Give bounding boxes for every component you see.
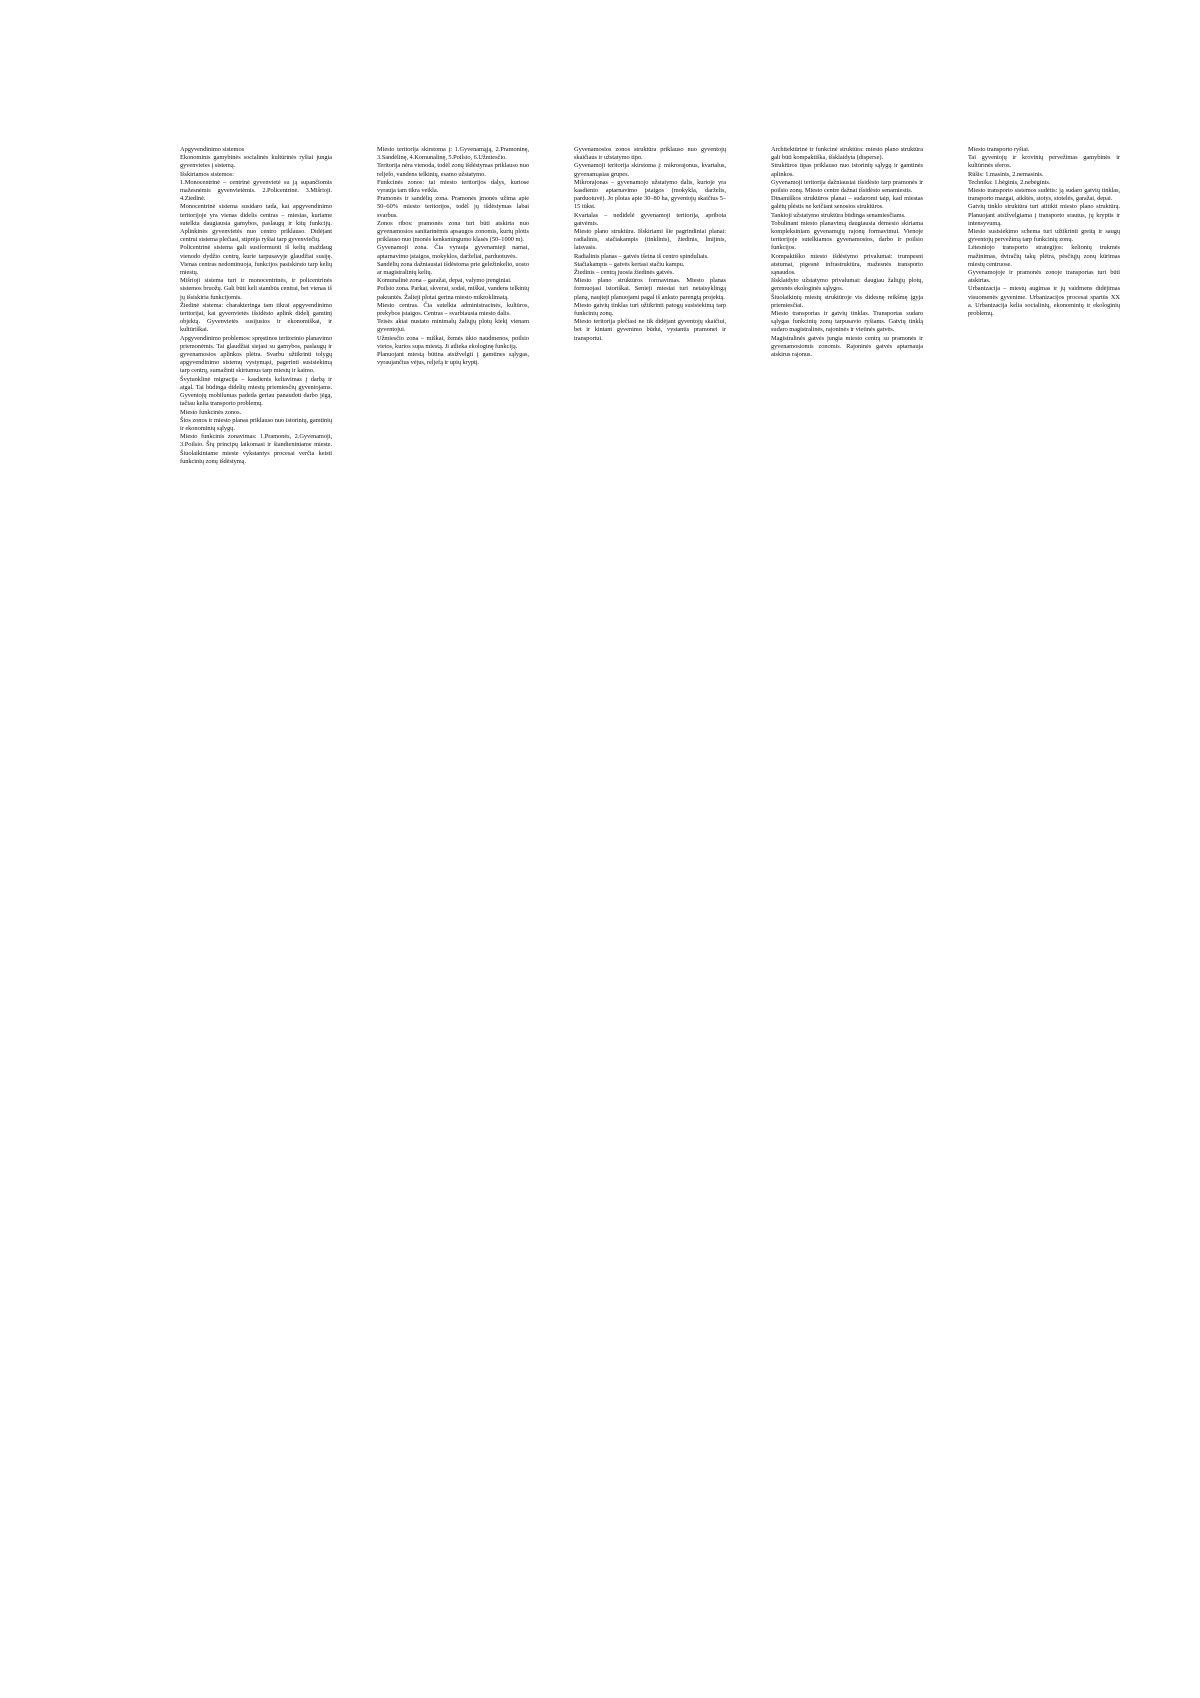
paragraph: Miesto teritorija skirstoma į: 1.Gyvenamąją, 2.Pramoninę, 3.Sandėlinę, 4.Komunalinę, 5.Poilsio, 6.Užmiesčio. (377, 146, 529, 162)
text-column-1 (180, 146, 332, 466)
paragraph: Užmiesčio zona – miškai, žemės ūkio naudmenos, poilsio vietos, kurios supa miestą. Ji atlieka ekologinę funkciją. (377, 334, 529, 350)
paragraph: Gyvenamojoje ir pramonės zonoje transportas turi būti atskirtas. (968, 269, 1120, 285)
paragraph: Miesto transportas ir gatvių tinklas. Transportas sudaro sąlygas funkcinių zonų tarpusavio ryšiams. Gatvių tinklą sudaro magistralinės, rajoninės ir vietinės gatvės. (771, 310, 923, 334)
text-column-2 (377, 146, 529, 367)
paragraph: Komunalinė zona – garažai, depai, valymo įrenginiai. (377, 277, 512, 285)
paragraph: Gyvenamosios zonos struktūra priklauso nuo gyventojų skaičiaus ir užstatymo tipo. (574, 146, 726, 162)
paragraph: Miesto centras. Čia sutelkta administracinės, kultūros, prekybos įstaigos. Centras – svarbiausia miesto dalis. (377, 301, 529, 318)
paragraph: Miesto funkcinės zonos. (180, 408, 242, 416)
paragraph: Policentrinė sistema gali susiformuoti iš kelių maždaug vienodo dydžio centrų, kurie tarpusavyje glaudžiai susiję. Vienas centras nedominuoja, funkcijos pasiskirsto tarp kelių miestų. (180, 244, 332, 277)
paragraph: Miesto transporto sistemos sudėtis: ją sudaro gatvių tinklas, transporto mazgai, aikštės, stotys, stotelės, garažai, depai. (968, 187, 1120, 203)
paragraph: Sandėlių zona dažniausiai išdėstoma prie geležinkelio, uosto ar magistralinių kelių. (377, 260, 529, 277)
paragraph: Dinamiškos struktūros planai – sudaromi taip, kad miestas galėtų plėstis ne keičiant senosios struktūros. (771, 195, 923, 211)
paragraph: Miesto plano struktūra. Išskiriami šie pagrindiniai planai: radialinis, stačiakampis (tinklinis), žiedinis, linijinis, laisvasis. (574, 228, 726, 252)
paragraph: Išsklaidyto užstatymo privalumai: daugiau žaliųjų plotų, geresnės ekologinės sąlygos. (771, 277, 923, 293)
paragraph: Funkcinės zonos: tai miesto teritorijos dalys, kuriose vyrauja tam tikra veikla. (377, 178, 529, 195)
paragraph: Radialinis planas – gatvės išeina iš centro spinduliais. (574, 252, 709, 260)
paragraph: Apgyvendinimo problemos: spręstinos teritorinio planavimo priemonėmis. Tai glaudžiai siejasi su gamybos, paslaugų ir gyvenamosios aplinkos plėtra. Svarbu užtikrinti tolygų apgyvendinimo sistemų vystymąsi, pagerinti susisiekimą tarp centrų, sumažinti skirtumus tarp miestų ir kaimo. (180, 334, 332, 375)
paragraph: Miesto gatvių tinklas turi užtikrinti patogų susisiekimą tarp funkcinių zonų. (574, 301, 726, 318)
paragraph: Gyvenamoji teritorija dažniausiai išsidėsto tarp pramonės ir poilsio zonų. Miesto centre dažnai išsidėsto senamiestis. (771, 178, 923, 195)
paragraph: 1.Monocentrinė – centrinė gyvenvietė su ją supančiomis mažesnėmis gyvenvietėmis. 2.Policentrinė. 3.Mišrioji. 4.Ziedinė. (180, 178, 332, 203)
paragraph: Architektūrinė ir funkcinė struktūra: miesto plano struktūra gali būti kompaktiška, išsklaidyta (disperse). (771, 146, 923, 162)
text-column-3 (574, 146, 726, 343)
paragraph: Miesto susisiekimo schema turi užtikrinti greitą ir saugų gyventojų pervežimą tarp funkcinių zonų. (968, 228, 1120, 244)
paragraph: Mikrorajonas – gyvenamojo užstatymo dalis, kurioje yra kasdienio aptarnavimo įstaigos (mokykla, darželis, parduotuvė). Jo plotas apie 30–80 ha, gyventojų skaičius 5–15 tūkst. (574, 178, 726, 211)
paragraph: Kvartalas – nedidelė gyvenamoji teritorija, apribota gatvėmis. (574, 211, 726, 227)
paragraph: Tobulinant miesto planavimą daugiausia dėmesio skiriama kompleksiniam gyvenamųjų rajonų formavimui. Vienoje teritorijoje sutelkiamos gyvenamosios, darbo ir poilsio funkcijos. (771, 219, 923, 252)
paragraph: Išskiriamos sistemos: (180, 170, 234, 178)
paragraph: Tankioji užstatymo struktūra būdinga senamiesčiams. (771, 211, 906, 219)
paragraph: Gatvių tinklo struktūra turi atitikti miesto plano struktūrą. Planuojant atsižvelgiama į transporto srautus, jų kryptis ir intensyvumą. (968, 203, 1120, 227)
text-column-5 (968, 146, 1120, 318)
paragraph: Planuojant miestą būtina atsižvelgti į gamtines sąlygas, vyraujančius vėjus, reljefą ir upių kryptį. (377, 351, 529, 367)
paragraph: Miesto teritorija plečiasi ne tik didėjant gyventojų skaičiui, bet ir kintant gyvenimo būdui, vystantis pramonei ir transportui. (574, 318, 726, 342)
paragraph: Gyvenamoji teritorija skirstoma į: mikrorajonus, kvartalus, gyvenamąsias grupes. (574, 162, 726, 178)
paragraph: Apgyvendinimo sistemos (180, 146, 245, 153)
paragraph: Rūšis: 1.masinis, 2.nemasinis. (968, 170, 1044, 178)
paragraph: Šiuolaikinių miestų struktūroje vis didesnę reikšmę įgyja priemiesčiai. (771, 293, 923, 309)
paragraph: Mišrioji sistema turi ir monocentrinės, ir policentrinės sistemos bruožų. Gali būti keli stambūs centrai, bet vienas iš jų išsiskiria funkcijomis. (180, 277, 332, 301)
paragraph: Pramonės ir sandėlių zona. Pramonės įmonės užima apie 50–60% miesto teritorijos, todėl jų išdėstymas labai svarbus. (377, 195, 529, 219)
paragraph: Gyvenamoji zona. Čia vyrauja gyvenamieji namai, aptarnavimo įstaigos, mokyklos, darželiai, parduotuvės. (377, 244, 529, 260)
paragraph: Tai gyventojų ir krovinių pervežimas gamybinės ir kultūrinės sferos. (968, 154, 1120, 170)
paragraph: Švytuoklinė migracija – kasdienis keliavimas į darbą ir atgal. Tai būdinga didelių miestų priemiesčių gyventojams. Gyventojų mobilumas padeda geriau panaudoti darbo jėgą, tačiau kelia transporto problemų. (180, 375, 332, 408)
paragraph: Stačiakampis – gatvės kertasi stačiu kampu. (574, 260, 685, 268)
paragraph: Magistralinės gatvės jungia miesto centrą su pramonės ir gyvenamosiomis zonomis. Rajoninės gatvės aptarnauja atskirus rajonus. (771, 334, 923, 359)
paragraph: Technika: 1.bėginis, 2.nebėginis. (968, 178, 1051, 186)
paragraph: Miesto funkcinis zonavimas: 1.Pramonės, 2.Gyvenamoji, 3.Poilsio. Šių principų laikomasi ir šiandieniniame mieste. Šiuolaikiniame mieste vykstantys procesai verčia keisti funkcinių zonų išdėstymą. (180, 433, 332, 465)
text-columns (180, 146, 1120, 466)
paragraph: Kompaktiško miesto išdėstymo privalumai: trumpesni atstumai, pigesnė infrastruktūra, mažesnės transporto sąnaudos. (771, 252, 923, 277)
paragraph: Poilsio zona. Parkai, skverai, sodai, miškai, vandens telkinių pakrantės. Žalieji plotai gerina miesto mikroklimatą. (377, 285, 529, 301)
paragraph: Teisės aktai nustato minimalų žaliųjų plotų kiekį vienam gyventojui. (377, 318, 529, 334)
paragraph: Šios zonos ir miesto planas priklauso nuo istorinių, gamtinių ir ekonominių sąlygų. (180, 416, 332, 432)
paragraph: Žiedinė sistema: charakteringa tam tikrai apgyvendinimo teritorijai, kai gyvenvietės išsidėsto aplink didelį gamtinį objektą. Gyvenvietės susijusios ir ekonomiškai, ir kultūriškai. (180, 301, 332, 334)
paragraph: Ekonominis gamybinės socialinės kultūrinės ryšiai jungia gyvenvietes į sistemą. (180, 154, 332, 170)
paragraph: Lėtesniojo transporto strategijos: kelionių trukmės mažinimas, dviračių takų plėtra, pėsčiųjų zonų kūrimas miestų centruose. (968, 244, 1120, 268)
paragraph: Žiedinis – centrą juosia žiedinės gatvės. (574, 269, 674, 277)
paragraph: Miesto transporto ryšiai. (968, 146, 1030, 153)
paragraph: Struktūros tipas priklauso nuo istorinių sąlygų ir gamtinės aplinkos. (771, 162, 923, 178)
paragraph: Monocentrinė sistema susidaro tada, kai apgyvendinimo teritorijoje yra vienas didelis centras – miestas, kuriame sutelkta daugiausia gamybos, paslaugų ir kitų funkcijų. Aplinkinės gyvenvietės nuo centro priklauso. Didėjant centrui sistema plečiasi, stiprėja ryšiai tarp gyvenviečių. (180, 203, 332, 244)
paragraph: Miesto plano struktūros formavimas. Miesto planas formuojasi istoriškai. Senieji miestai turi netaisyklingą planą, naujieji planuojami pagal iš anksto parengtą projektą. (574, 277, 726, 301)
text-column-4 (771, 146, 923, 359)
paragraph: Urbanizacija – miestų augimas ir jų vaidmens didėjimas visuomenės gyvenime. Urbanizacijos procesai spartūs XX a. Urbanizacija kelia socialinių, ekonominių ir ekologinių problemų. (968, 285, 1120, 318)
paragraph: Zonos ribos: pramonės zona turi būti atskirta nuo gyvenamosios sanitarinėmis apsaugos zonomis, kurių plotis priklauso nuo įmonės kenksmingumo klasės (50–1000 m). (377, 219, 529, 244)
paragraph: Teritorija nėra vienoda, todėl zonų išdėstymas priklauso nuo reljefo, vandens telkinių, esamo užstatymo. (377, 162, 529, 178)
